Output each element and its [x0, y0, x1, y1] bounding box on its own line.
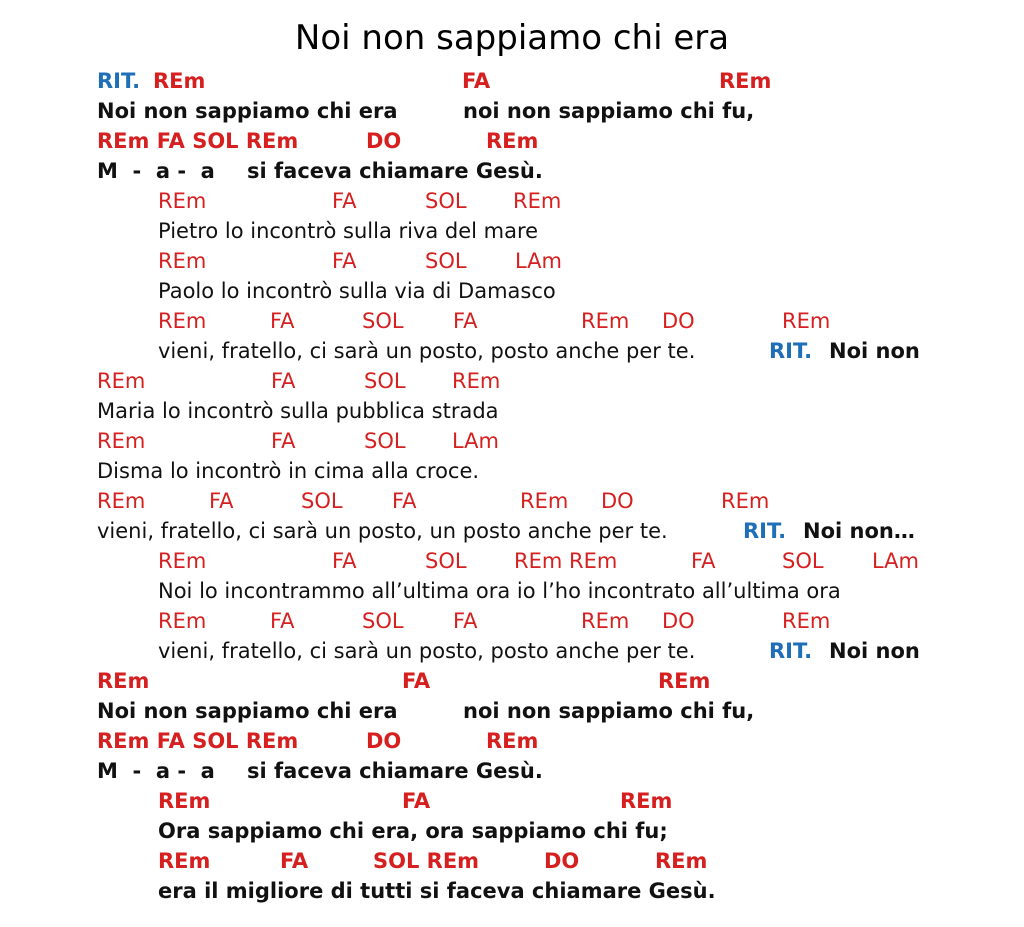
lyric-text: M - a - a: [97, 159, 215, 183]
chord-label: SOL REm: [373, 849, 480, 873]
lyric-text: vieni, fratello, ci sarà un posto, un posto anche per te.: [97, 519, 668, 543]
chord-label: REm: [158, 189, 207, 213]
chord-label: SOL: [782, 549, 824, 573]
chord-label: FA: [402, 789, 431, 813]
chord-label: FA: [402, 669, 431, 693]
chord-label: FA: [280, 849, 309, 873]
lyric-text: Ora sappiamo chi era, ora sappiamo chi fu;: [158, 819, 668, 843]
lyric-text: vieni, fratello, ci sarà un posto, posto anche per te.: [158, 339, 696, 363]
rit-marker: RIT.: [97, 69, 141, 93]
chord-label: REm: [158, 309, 207, 333]
chord-label: REm: [486, 729, 539, 753]
chord-label: REm: [486, 129, 539, 153]
chord-label: FA: [392, 489, 417, 513]
chord-label: SOL: [362, 609, 404, 633]
chord-label: REm FA SOL REm: [97, 729, 299, 753]
rit-marker: RIT.: [743, 519, 787, 543]
chord-label: FA: [691, 549, 716, 573]
chord-label: LAm: [872, 549, 920, 573]
chord-label: DO: [544, 849, 580, 873]
lyric-text: Noi non sappiamo chi era: [97, 99, 398, 123]
rit-marker: RIT.: [769, 639, 813, 663]
chord-label: REm: [97, 669, 150, 693]
chord-label: SOL: [425, 249, 467, 273]
chord-label: SOL: [301, 489, 343, 513]
chord-label: REm: [719, 69, 772, 93]
rit-marker: RIT.: [769, 339, 813, 363]
chord-label: FA: [270, 609, 295, 633]
chord-label: SOL: [425, 549, 467, 573]
chord-label: DO: [366, 729, 402, 753]
lyric-text: si faceva chiamare Gesù.: [247, 159, 543, 183]
chord-label: REm: [655, 849, 708, 873]
lyric-text: Pietro lo incontrò sulla riva del mare: [158, 219, 539, 243]
lyric-text: Noi non…: [803, 519, 915, 543]
chord-label: FA: [462, 69, 491, 93]
chord-label: REm: [782, 609, 831, 633]
lyric-text: M - a - a: [97, 759, 215, 783]
chord-label: REm FA SOL REm: [97, 129, 299, 153]
chord-label: REm REm: [514, 549, 618, 573]
lyric-text: Maria lo incontrò sulla pubblica strada: [97, 399, 499, 423]
lyric-text: Noi non sappiamo chi era: [97, 699, 398, 723]
chord-label: DO: [366, 129, 402, 153]
chord-label: FA: [453, 609, 478, 633]
lyric-text: Disma lo incontrò in cima alla croce.: [97, 459, 480, 483]
lyric-text: Noi non: [829, 639, 920, 663]
chord-label: FA: [270, 309, 295, 333]
chord-label: DO: [601, 489, 634, 513]
chord-label: REm: [97, 489, 146, 513]
chord-label: REm: [581, 309, 630, 333]
chord-label: REm: [158, 609, 207, 633]
lyric-text: era il migliore di tutti si faceva chiamare Gesù.: [158, 879, 716, 903]
chord-label: FA: [332, 189, 357, 213]
chord-label: FA: [271, 369, 296, 393]
chord-label: REm: [782, 309, 831, 333]
lyric-text: Noi non: [829, 339, 920, 363]
page-title: Noi non sappiamo chi era: [294, 18, 730, 58]
lyric-text: si faceva chiamare Gesù.: [247, 759, 543, 783]
chord-label: LAm: [515, 249, 563, 273]
chord-label: SOL: [364, 429, 406, 453]
chord-label: REm: [158, 249, 207, 273]
chord-label: FA: [332, 549, 357, 573]
chord-label: REm: [158, 849, 211, 873]
chord-label: LAm: [452, 429, 500, 453]
chord-label: DO: [662, 309, 695, 333]
lyric-text: vieni, fratello, ci sarà un posto, posto anche per te.: [158, 639, 696, 663]
lyric-text: noi non sappiamo chi fu,: [463, 99, 755, 123]
chord-label: SOL: [364, 369, 406, 393]
chord-label: FA: [209, 489, 234, 513]
chord-label: REm: [153, 69, 206, 93]
chord-label: SOL: [425, 189, 467, 213]
chord-label: REm: [158, 789, 211, 813]
chord-label: REm: [97, 369, 146, 393]
chord-label: REm: [158, 549, 207, 573]
chord-label: FA: [271, 429, 296, 453]
chord-label: SOL: [362, 309, 404, 333]
chord-label: REm: [620, 789, 673, 813]
lyric-text: Paolo lo incontrò sulla via di Damasco: [158, 279, 556, 303]
chord-label: DO: [662, 609, 695, 633]
lyric-text: Noi lo incontrammo all’ultima ora io l’ho incontrato all’ultima ora: [158, 579, 841, 603]
chord-label: REm: [513, 189, 562, 213]
chord-label: FA: [453, 309, 478, 333]
chord-label: REm: [520, 489, 569, 513]
chord-label: REm: [452, 369, 501, 393]
chord-label: REm: [97, 429, 146, 453]
chord-label: REm: [581, 609, 630, 633]
chord-label: REm: [721, 489, 770, 513]
chord-label: FA: [332, 249, 357, 273]
lyric-text: noi non sappiamo chi fu,: [463, 699, 755, 723]
chord-label: REm: [658, 669, 711, 693]
